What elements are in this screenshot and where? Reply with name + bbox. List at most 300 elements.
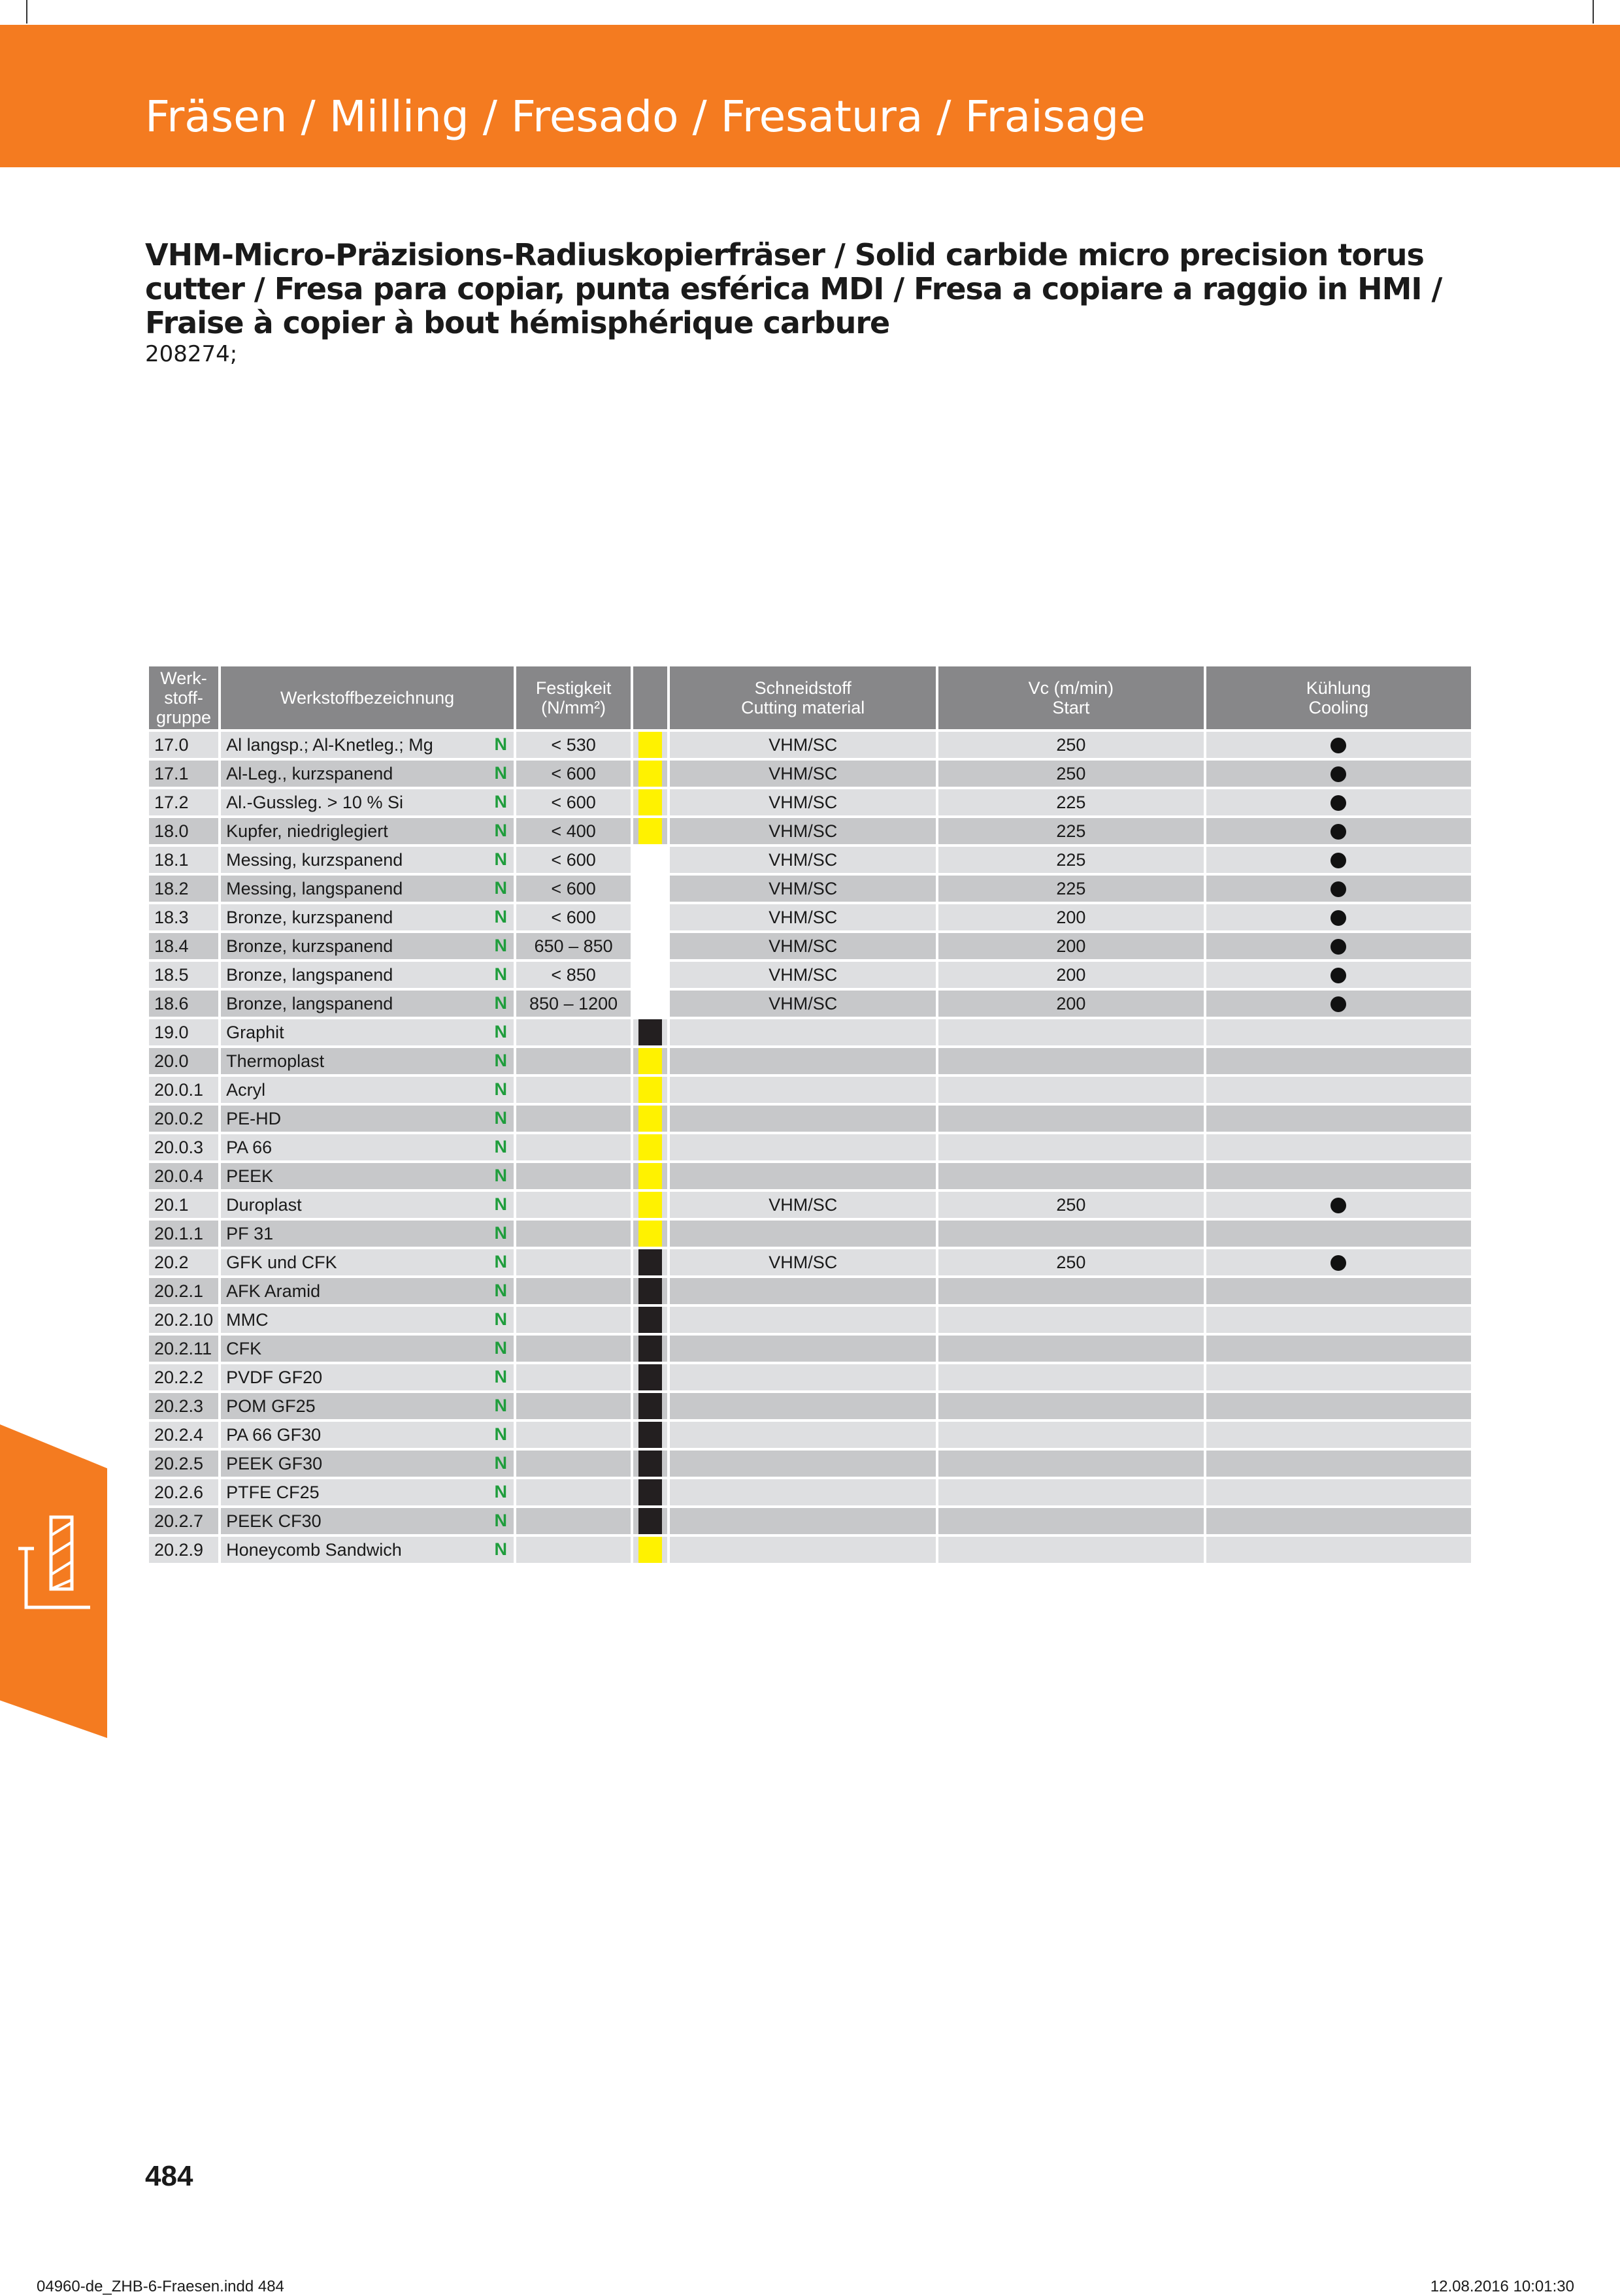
cell-cooling <box>1206 991 1472 1017</box>
cell-cutting-material: VHM/SC <box>670 933 936 959</box>
footer-file-info: 04960-de_ZHB-6-Fraesen.indd 484 <box>37 2278 284 2295</box>
material-name: PF 31 <box>226 1223 274 1243</box>
cell-cutting-material <box>670 1479 936 1505</box>
material-class-n: N <box>494 1194 508 1214</box>
cell-vc: 250 <box>938 761 1203 787</box>
table-row <box>149 1192 1471 1218</box>
material-name: Al langsp.; Al-Knetleg.; Mg <box>226 734 433 755</box>
cell-vc <box>938 1048 1203 1074</box>
table-row <box>149 1077 1471 1103</box>
cell-vc: 225 <box>938 818 1203 844</box>
material-name: CFK <box>226 1338 262 1358</box>
cell-vc: 200 <box>938 962 1203 988</box>
table-row <box>149 1278 1471 1304</box>
cell-cooling <box>1206 732 1472 758</box>
table-row <box>149 1451 1471 1477</box>
cell-cooling <box>1206 1249 1472 1275</box>
color-swatch <box>638 1422 662 1448</box>
cell-cooling <box>1206 1364 1472 1390</box>
table-row <box>149 1249 1471 1275</box>
material-name: Bronze, langspanend <box>226 964 393 985</box>
cell-cooling <box>1206 1479 1472 1505</box>
cell-color-indicator <box>633 1479 667 1505</box>
table-row <box>149 1134 1471 1160</box>
cell-material <box>221 1019 514 1045</box>
cell-material <box>221 1134 514 1160</box>
cell-group: 20.0 <box>149 1048 218 1074</box>
crop-mark-right <box>1593 0 1594 24</box>
table-row <box>149 1537 1471 1563</box>
cell-vc: 250 <box>938 1249 1203 1275</box>
cell-cutting-material <box>670 1019 936 1045</box>
cell-group: 18.1 <box>149 847 218 873</box>
cell-material <box>221 1422 514 1448</box>
cell-vc <box>938 1019 1203 1045</box>
cell-cooling <box>1206 1537 1472 1563</box>
cell-group: 18.3 <box>149 904 218 930</box>
table-row <box>149 1364 1471 1390</box>
color-swatch <box>638 1393 662 1419</box>
cooling-dot-icon <box>1331 1255 1346 1271</box>
cell-material <box>221 761 514 787</box>
table-row <box>149 1221 1471 1247</box>
material-class-n: N <box>494 1281 508 1300</box>
cell-group: 20.2.5 <box>149 1451 218 1477</box>
cell-vc: 225 <box>938 789 1203 815</box>
table-row <box>149 1019 1471 1045</box>
cooling-dot-icon <box>1331 853 1346 868</box>
cell-color-indicator <box>633 1364 667 1390</box>
table-row <box>149 789 1471 815</box>
table-row <box>149 904 1471 930</box>
material-class-n: N <box>494 1511 508 1530</box>
cell-cutting-material <box>670 1307 936 1333</box>
color-swatch <box>638 847 662 873</box>
color-swatch <box>638 1106 662 1132</box>
material-name: Honeycomb Sandwich <box>226 1539 402 1560</box>
cell-cutting-material <box>670 1393 936 1419</box>
cell-group: 17.2 <box>149 789 218 815</box>
cell-strength <box>516 1422 631 1448</box>
material-name: POM GF25 <box>226 1396 316 1416</box>
cell-cutting-material: VHM/SC <box>670 847 936 873</box>
cell-group: 17.0 <box>149 732 218 758</box>
material-name: Acryl <box>226 1079 266 1100</box>
cell-cooling <box>1206 789 1472 815</box>
material-name: Duroplast <box>226 1194 302 1215</box>
cell-color-indicator <box>633 1221 667 1247</box>
cell-cutting-material <box>670 1364 936 1390</box>
cell-cooling <box>1206 1134 1472 1160</box>
material-class-n: N <box>494 1022 508 1041</box>
cell-color-indicator <box>633 1508 667 1534</box>
material-class-n: N <box>494 1108 508 1128</box>
cell-group: 18.0 <box>149 818 218 844</box>
cell-cutting-material <box>670 1134 936 1160</box>
cell-group: 20.2.3 <box>149 1393 218 1419</box>
crop-mark-left <box>26 0 27 24</box>
table-row <box>149 1479 1471 1505</box>
cell-cutting-material <box>670 1336 936 1362</box>
cell-cutting-material: VHM/SC <box>670 991 936 1017</box>
cell-color-indicator <box>633 1422 667 1448</box>
cell-material <box>221 789 514 815</box>
material-class-n: N <box>494 763 508 783</box>
cell-vc: 200 <box>938 904 1203 930</box>
cell-group: 20.2.7 <box>149 1508 218 1534</box>
header-cutting-material: Schneidstoff Cutting material <box>670 666 936 729</box>
cell-material <box>221 1393 514 1419</box>
cell-cooling <box>1206 1221 1472 1247</box>
cell-cutting-material <box>670 1278 936 1304</box>
cell-vc <box>938 1278 1203 1304</box>
cell-cutting-material <box>670 1508 936 1534</box>
color-swatch <box>638 1077 662 1103</box>
cell-cutting-material: VHM/SC <box>670 1192 936 1218</box>
color-swatch <box>638 933 662 959</box>
material-name: Messing, kurzspanend <box>226 849 403 870</box>
cell-color-indicator <box>633 1048 667 1074</box>
material-table <box>146 664 1474 1566</box>
cell-color-indicator <box>633 761 667 787</box>
material-class-n: N <box>494 1482 508 1501</box>
cell-color-indicator <box>633 1393 667 1419</box>
cell-strength <box>516 1249 631 1275</box>
color-swatch <box>638 991 662 1017</box>
cell-color-indicator <box>633 1307 667 1333</box>
cooling-dot-icon <box>1331 766 1346 782</box>
color-swatch <box>638 1364 662 1390</box>
color-swatch <box>638 761 662 787</box>
cell-cooling <box>1206 1307 1472 1333</box>
cell-strength <box>516 1106 631 1132</box>
cell-cooling <box>1206 761 1472 787</box>
table-row <box>149 1422 1471 1448</box>
cell-vc <box>938 1163 1203 1189</box>
cell-color-indicator <box>633 1019 667 1045</box>
cell-vc: 250 <box>938 732 1203 758</box>
cell-strength: 650 – 850 <box>516 933 631 959</box>
table-row <box>149 732 1471 758</box>
header-material: Werkstoffbezeichnung <box>221 666 514 729</box>
cell-group: 20.0.4 <box>149 1163 218 1189</box>
cell-material <box>221 732 514 758</box>
cell-color-indicator <box>633 962 667 988</box>
material-class-n: N <box>494 1539 508 1559</box>
cell-material <box>221 1221 514 1247</box>
cell-cutting-material <box>670 1422 936 1448</box>
cell-cooling <box>1206 962 1472 988</box>
color-swatch <box>638 1249 662 1275</box>
cell-strength <box>516 1393 631 1419</box>
material-name: PA 66 <box>226 1137 273 1157</box>
material-name: Bronze, kurzspanend <box>226 936 393 956</box>
material-class-n: N <box>494 734 508 754</box>
material-name: Bronze, langspanend <box>226 993 393 1013</box>
cell-cutting-material <box>670 1537 936 1563</box>
cell-cutting-material <box>670 1221 936 1247</box>
cell-group: 20.2 <box>149 1249 218 1275</box>
cooling-dot-icon <box>1331 824 1346 840</box>
cell-cooling <box>1206 1019 1472 1045</box>
cell-strength: < 600 <box>516 847 631 873</box>
cell-cooling <box>1206 1048 1472 1074</box>
product-title: VHM-Micro-Präzisions-Radiuskopierfräser / Solid carbide micro precision torus cutter / Fresa para copiar, punta esférica MDI / Fresa a copiare a raggio in HMI / Fraise à copier à bout hémisphérique carbure <box>145 237 1442 340</box>
header-cooling: Kühlung Cooling <box>1206 666 1472 729</box>
cell-material <box>221 1192 514 1218</box>
material-class-n: N <box>494 964 508 984</box>
material-name: Messing, langspanend <box>226 878 403 898</box>
milling-cutter-icon <box>18 1509 90 1627</box>
cell-group: 20.2.2 <box>149 1364 218 1390</box>
color-swatch <box>638 789 662 815</box>
cell-vc <box>938 1537 1203 1563</box>
cell-strength: < 400 <box>516 818 631 844</box>
color-swatch <box>638 1508 662 1534</box>
material-class-n: N <box>494 1309 508 1329</box>
cell-cooling <box>1206 1278 1472 1304</box>
cell-color-indicator <box>633 876 667 902</box>
cell-cutting-material: VHM/SC <box>670 761 936 787</box>
cell-strength <box>516 1307 631 1333</box>
side-tab <box>0 1424 107 1738</box>
cell-color-indicator <box>633 1192 667 1218</box>
cell-vc: 225 <box>938 876 1203 902</box>
color-swatch <box>638 1479 662 1505</box>
material-class-n: N <box>494 1453 508 1473</box>
cell-group: 20.0.1 <box>149 1077 218 1103</box>
material-name: Al.-Gussleg. > 10 % Si <box>226 792 403 812</box>
color-swatch <box>638 1019 662 1045</box>
cell-vc <box>938 1134 1203 1160</box>
cell-material <box>221 847 514 873</box>
cell-vc <box>938 1364 1203 1390</box>
cell-material <box>221 1364 514 1390</box>
table-row <box>149 847 1471 873</box>
cell-strength: < 850 <box>516 962 631 988</box>
color-swatch <box>638 1278 662 1304</box>
cell-vc <box>938 1336 1203 1362</box>
cell-material <box>221 1249 514 1275</box>
cell-group: 20.2.6 <box>149 1479 218 1505</box>
cell-cooling <box>1206 1451 1472 1477</box>
cell-strength: < 600 <box>516 761 631 787</box>
material-class-n: N <box>494 1223 508 1243</box>
material-class-n: N <box>494 1166 508 1185</box>
cell-cooling <box>1206 847 1472 873</box>
material-class-n: N <box>494 849 508 869</box>
cell-color-indicator <box>633 789 667 815</box>
color-swatch <box>638 1192 662 1218</box>
cell-group: 20.1 <box>149 1192 218 1218</box>
material-name: PEEK <box>226 1166 274 1186</box>
material-class-n: N <box>494 1338 508 1358</box>
cell-color-indicator <box>633 1278 667 1304</box>
cell-color-indicator <box>633 1163 667 1189</box>
material-class-n: N <box>494 936 508 955</box>
table-row <box>149 1307 1471 1333</box>
cell-strength <box>516 1451 631 1477</box>
material-name: MMC <box>226 1309 269 1330</box>
cell-strength <box>516 1134 631 1160</box>
cooling-dot-icon <box>1331 738 1346 753</box>
cell-strength <box>516 1163 631 1189</box>
color-swatch <box>638 1221 662 1247</box>
material-class-n: N <box>494 1079 508 1099</box>
cell-material <box>221 1479 514 1505</box>
footer-timestamp: 12.08.2016 10:01:30 <box>1430 2278 1574 2295</box>
material-class-n: N <box>494 1424 508 1444</box>
cell-vc <box>938 1077 1203 1103</box>
cell-cutting-material: VHM/SC <box>670 1249 936 1275</box>
cell-color-indicator <box>633 847 667 873</box>
cell-color-indicator <box>633 933 667 959</box>
cell-color-indicator <box>633 1134 667 1160</box>
cell-cutting-material: VHM/SC <box>670 904 936 930</box>
material-class-n: N <box>494 907 508 927</box>
table-row <box>149 761 1471 787</box>
cooling-dot-icon <box>1331 1198 1346 1213</box>
cell-strength <box>516 1508 631 1534</box>
table-row <box>149 1508 1471 1534</box>
cell-material <box>221 1077 514 1103</box>
cell-cutting-material <box>670 1451 936 1477</box>
color-swatch <box>638 1163 662 1189</box>
cell-material <box>221 991 514 1017</box>
cell-material <box>221 1336 514 1362</box>
cell-strength: < 600 <box>516 904 631 930</box>
cell-strength <box>516 1048 631 1074</box>
cell-group: 19.0 <box>149 1019 218 1045</box>
table-row <box>149 1106 1471 1132</box>
header-strength: Festigkeit (N/mm²) <box>516 666 631 729</box>
cell-cooling <box>1206 1508 1472 1534</box>
cell-strength: < 600 <box>516 789 631 815</box>
cell-cooling <box>1206 876 1472 902</box>
cell-vc: 200 <box>938 933 1203 959</box>
cooling-dot-icon <box>1331 881 1346 897</box>
table-header-row <box>149 666 1471 729</box>
cell-cutting-material: VHM/SC <box>670 876 936 902</box>
material-name: Graphit <box>226 1022 284 1042</box>
cell-color-indicator <box>633 818 667 844</box>
material-name: PA 66 GF30 <box>226 1424 322 1445</box>
table-row <box>149 1393 1471 1419</box>
table-row <box>149 933 1471 959</box>
cell-material <box>221 1163 514 1189</box>
cooling-dot-icon <box>1331 939 1346 955</box>
cell-vc <box>938 1479 1203 1505</box>
cell-material <box>221 1106 514 1132</box>
page-number: 484 <box>145 2160 193 2192</box>
cooling-dot-icon <box>1331 795 1346 811</box>
material-name: PEEK CF30 <box>226 1511 322 1531</box>
cell-cutting-material <box>670 1077 936 1103</box>
cell-strength: < 600 <box>516 876 631 902</box>
cell-cutting-material <box>670 1106 936 1132</box>
header-group: Werk- stoff- gruppe <box>149 666 218 729</box>
cell-cutting-material: VHM/SC <box>670 962 936 988</box>
cell-material <box>221 933 514 959</box>
cell-vc <box>938 1422 1203 1448</box>
cell-vc <box>938 1393 1203 1419</box>
cell-material <box>221 1307 514 1333</box>
cell-material <box>221 1278 514 1304</box>
cell-strength: < 530 <box>516 732 631 758</box>
cell-strength <box>516 1336 631 1362</box>
material-name: Bronze, kurzspanend <box>226 907 393 927</box>
cell-group: 20.0.3 <box>149 1134 218 1160</box>
material-name: PVDF GF20 <box>226 1367 323 1387</box>
color-swatch <box>638 876 662 902</box>
color-swatch <box>638 1048 662 1074</box>
cell-group: 18.2 <box>149 876 218 902</box>
cell-cooling <box>1206 1393 1472 1419</box>
header-vc: Vc (m/min) Start <box>938 666 1203 729</box>
cell-color-indicator <box>633 904 667 930</box>
product-code: 208274; <box>145 341 238 367</box>
material-name: Kupfer, niedriglegiert <box>226 821 388 841</box>
cell-material <box>221 1508 514 1534</box>
material-class-n: N <box>494 792 508 812</box>
table-body <box>149 732 1471 1563</box>
cell-strength <box>516 1537 631 1563</box>
table-row <box>149 818 1471 844</box>
cell-material <box>221 1048 514 1074</box>
cell-vc <box>938 1451 1203 1477</box>
cooling-dot-icon <box>1331 968 1346 983</box>
cell-cooling <box>1206 1163 1472 1189</box>
cooling-dot-icon <box>1331 910 1346 926</box>
cell-strength <box>516 1221 631 1247</box>
cell-group: 20.0.2 <box>149 1106 218 1132</box>
table-row <box>149 962 1471 988</box>
cell-cooling <box>1206 1192 1472 1218</box>
cell-group: 20.2.11 <box>149 1336 218 1362</box>
cooling-dot-icon <box>1331 996 1346 1012</box>
cell-group: 20.2.1 <box>149 1278 218 1304</box>
cell-vc: 250 <box>938 1192 1203 1218</box>
cell-strength <box>516 1077 631 1103</box>
cell-cutting-material <box>670 1048 936 1074</box>
table-row <box>149 1163 1471 1189</box>
material-class-n: N <box>494 993 508 1013</box>
cell-strength <box>516 1364 631 1390</box>
cell-group: 18.4 <box>149 933 218 959</box>
cell-color-indicator <box>633 1537 667 1563</box>
material-class-n: N <box>494 821 508 840</box>
material-class-n: N <box>494 1396 508 1415</box>
color-swatch <box>638 904 662 930</box>
material-class-n: N <box>494 1137 508 1156</box>
cell-cutting-material <box>670 1163 936 1189</box>
cell-strength <box>516 1019 631 1045</box>
cell-cooling <box>1206 904 1472 930</box>
cell-group: 20.2.4 <box>149 1422 218 1448</box>
cell-color-indicator <box>633 991 667 1017</box>
cell-material <box>221 818 514 844</box>
cell-vc <box>938 1508 1203 1534</box>
cell-color-indicator <box>633 1249 667 1275</box>
material-name: PEEK GF30 <box>226 1453 323 1473</box>
material-class-n: N <box>494 878 508 898</box>
material-name: GFK und CFK <box>226 1252 337 1272</box>
color-swatch <box>638 1307 662 1333</box>
header-color-indicator <box>633 666 667 729</box>
color-swatch <box>638 1336 662 1362</box>
cell-cooling <box>1206 1106 1472 1132</box>
cell-vc: 225 <box>938 847 1203 873</box>
